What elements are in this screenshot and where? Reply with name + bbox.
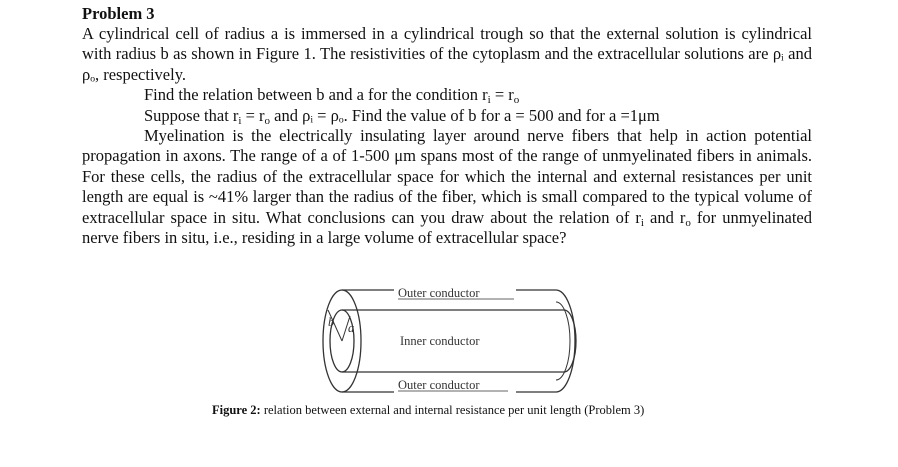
question-2: Suppose that $r_i = r_o$ and ρᵢ = ρₒ. Find the value of b for a = 500 and for a =1μm (144, 105, 660, 127)
problem-heading: Problem 3 (82, 4, 155, 23)
radius-a-label: a (348, 321, 355, 335)
radius-b-label: b (328, 315, 335, 329)
problem-section (82, 4, 812, 248)
question-1: Find the relation between b and a for the condition $r_i = r_o$ (144, 85, 520, 107)
outer-conductor-bottom-label: Outer conductor (398, 378, 480, 392)
question-3: Myelination is the electrically insulating layer around nerve fibers that help in action potential propagation in axons. The range of a of 1-500 μm spans most of the range of unmyelinated fibers in animals. For these cells, the radius of the extracellular space for which the internal and external resistances per unit length are equal is ~41% larger than the radius of the fiber, which is small compared to the typical volume of extracellular space in situ. What conclusions can you draw about the relation of $r_i$ and $r_o$ for unmyelinated nerve fibers in situ, i.e., residing in a large volume of extracellular space? (82, 126, 813, 248)
inner-conductor-label: Inner conductor (400, 334, 480, 348)
outer-conductor-top-label: Outer conductor (398, 286, 480, 300)
cable-diagram (318, 286, 580, 396)
problem-intro: A cylindrical cell of radius a is immersed in a cylindrical trough so that the external solution is cylindrical with radius b as shown in Figure 1. The resistivities of the cytoplasm and the extracellular solutions are ρᵢ and ρₒ, respectively. (82, 24, 812, 84)
figure-caption: Figure 2: relation between external and internal resistance per unit length (Problem 3) (212, 403, 645, 417)
